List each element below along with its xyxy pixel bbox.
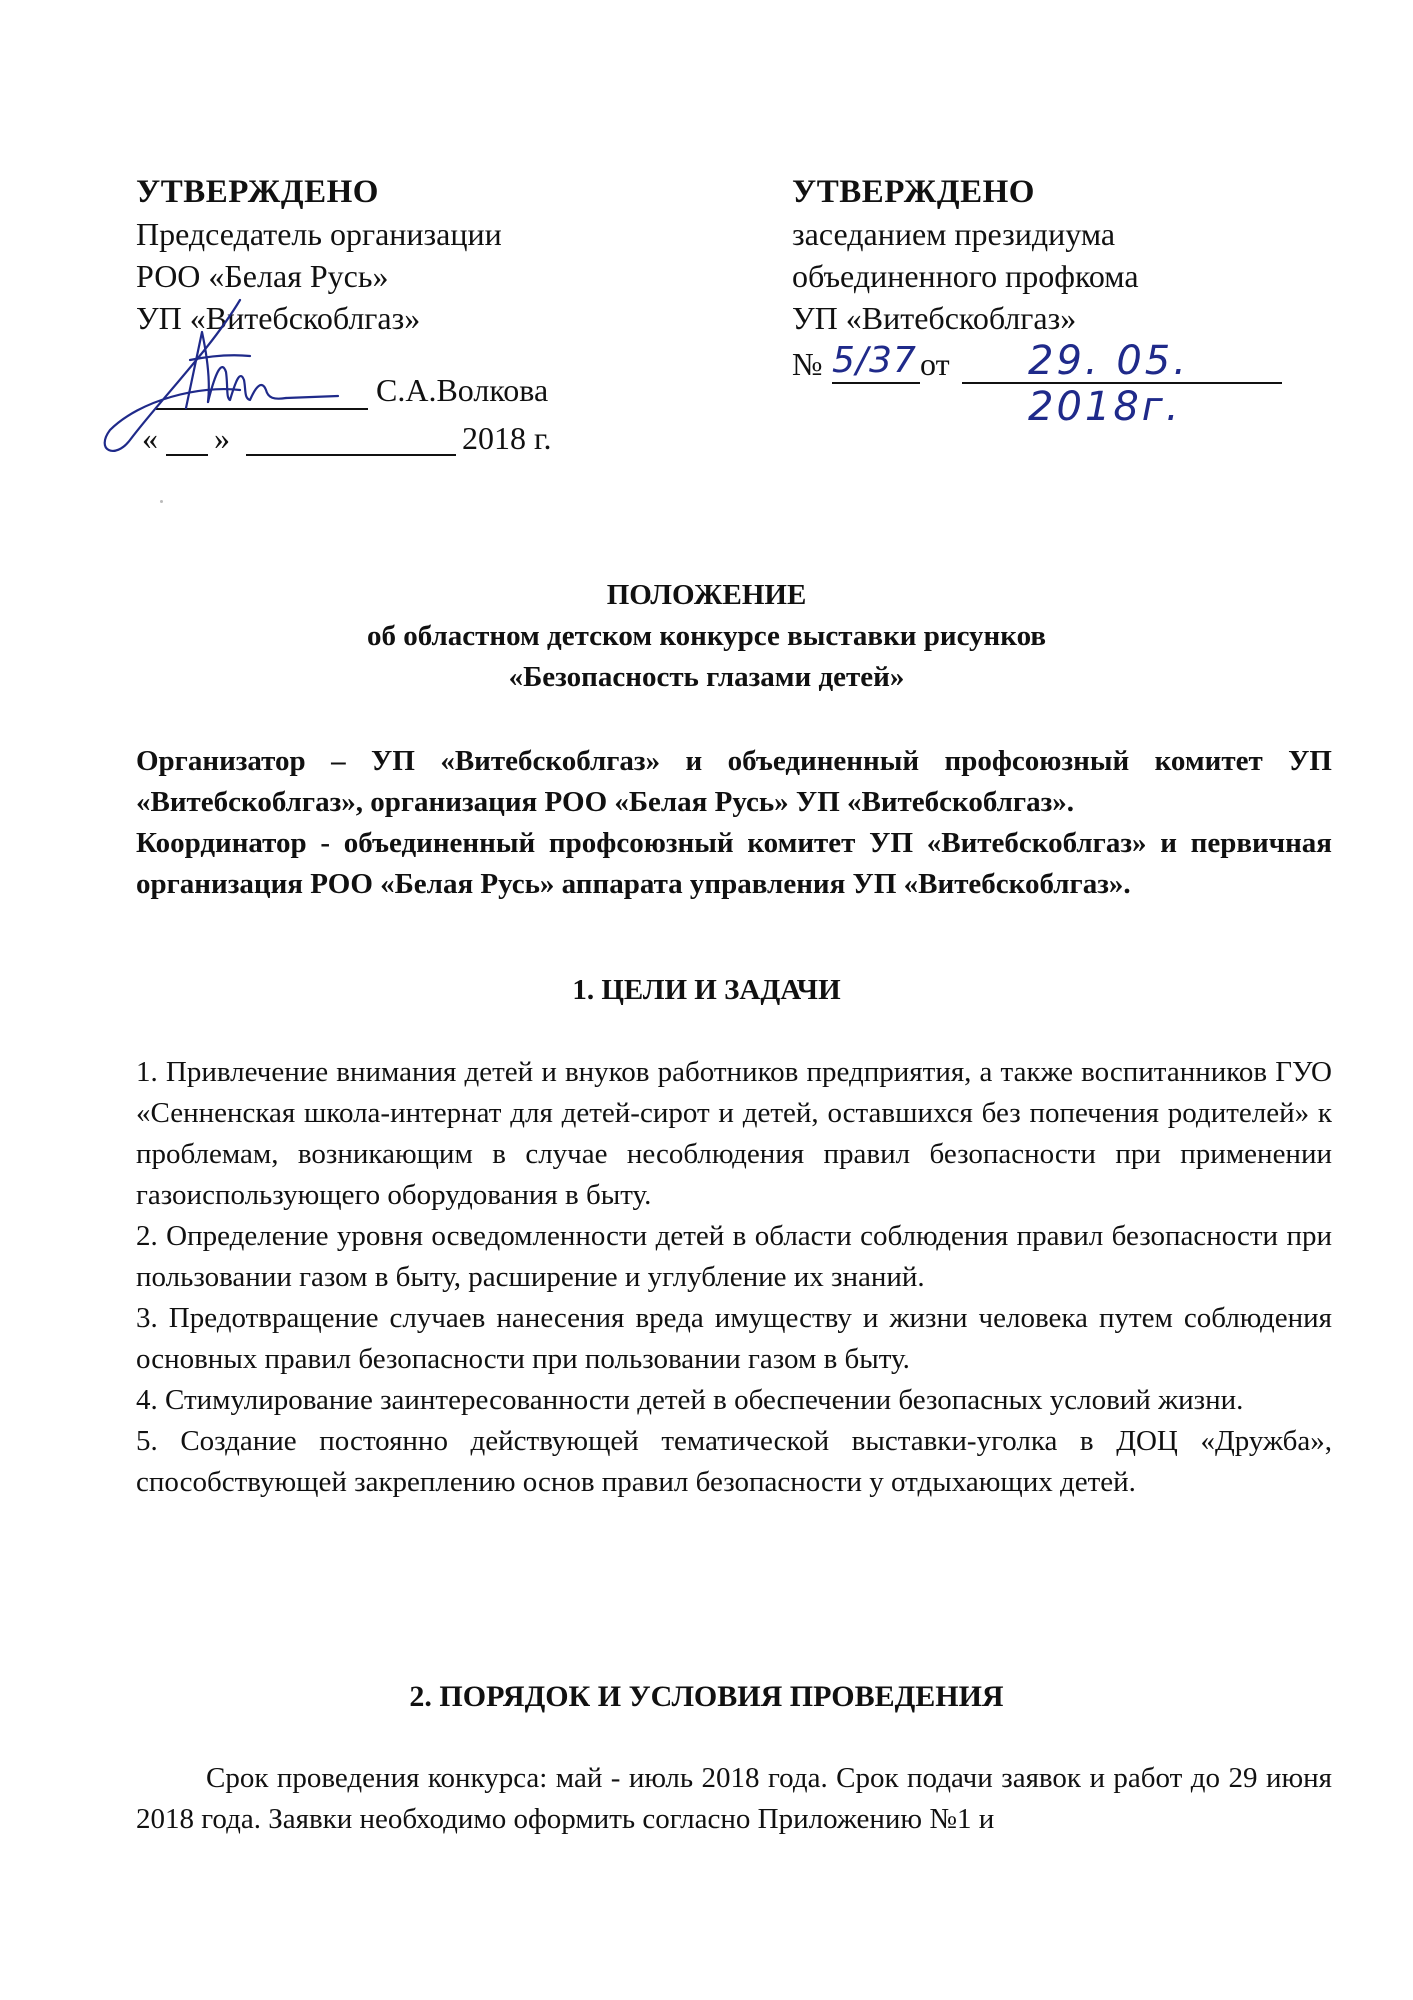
section-2-paragraph: Срок проведения конкурса: май - июль 2018 года. Срок подачи заявок и работ до 29 июня 2018 года. Заявки необходимо оформить согласно Приложению №1 и bbox=[136, 1762, 1332, 1835]
from-label: от bbox=[920, 346, 950, 382]
scan-speck bbox=[160, 500, 163, 503]
organizer-block bbox=[136, 741, 1332, 905]
protocol-number: 5/37 bbox=[832, 340, 917, 381]
approval-right-line-3: УП «Витебскоблгаз» bbox=[792, 300, 1077, 336]
goal-item-2: 2. Определение уровня осведомленности детей в области соблюдения правил безопасности при пользовании газом в быту, расширение и углубление их знаний. bbox=[136, 1220, 1332, 1293]
number-underline bbox=[832, 382, 920, 384]
approval-right-line-2: объединенного профкома bbox=[792, 258, 1139, 294]
coordinator-text: Координатор - объединенный профсоюзный комитет УП «Витебскоблгаз» и первичная организация РОО «Белая Русь» аппарата управления УП «Витебскоблгаз». bbox=[136, 827, 1332, 900]
goal-item-1: 1. Привлечение внимания детей и внуков работников предприятия, а также воспитанников ГУО «Сенненская школа-интернат для детей-сирот и детей, оставшихся без попечения родителей» к проблемам, возникающим в случае несоблюдения правил безопасности при применении газоиспользующего оборудования в быту. bbox=[136, 1056, 1332, 1211]
handwritten-signature bbox=[90, 290, 350, 460]
section-2-heading: 2. ПОРЯДОК И УСЛОВИЯ ПРОВЕДЕНИЯ bbox=[409, 1680, 1004, 1713]
approval-left-line-3: УП «Витебскоблгаз» bbox=[136, 300, 421, 336]
approval-block-right bbox=[792, 171, 1312, 339]
approval-left-line-2: РОО «Белая Русь» bbox=[136, 258, 389, 294]
date-open-quote: « bbox=[142, 420, 158, 456]
section-1-list bbox=[136, 1052, 1332, 1503]
organizer-text: Организатор – УП «Витебскоблгаз» и объединенный профсоюзный комитет УП «Витебскоблгаз», организация РОО «Белая Русь» УП «Витебскоблгаз». bbox=[136, 745, 1332, 818]
document-subtitle-1: об областном детском конкурсе выставки рисунков bbox=[366, 620, 1047, 652]
goal-item-4: 4. Стимулирование заинтересованности детей в обеспечении безопасных условий жизни. bbox=[136, 1384, 1244, 1416]
approval-left-year: 2018 г. bbox=[462, 420, 552, 456]
section-1-heading: 1. ЦЕЛИ И ЗАДАЧИ bbox=[572, 974, 841, 1006]
document-title: ПОЛОЖЕНИЕ bbox=[606, 579, 807, 611]
date-close-quote: » bbox=[214, 420, 230, 456]
section-2-body bbox=[136, 1758, 1332, 1840]
approval-left-heading: УТВЕРЖДЕНО bbox=[136, 174, 379, 210]
goal-item-3: 3. Предотвращение случаев нанесения вреда имуществу и жизни человека путем соблюдения основных правил безопасности при пользовании газом в быту. bbox=[136, 1302, 1332, 1375]
number-sign: № bbox=[792, 346, 823, 382]
protocol-date: 29. 05. 2018г. bbox=[1028, 338, 1189, 430]
approval-right-line-1: заседанием президиума bbox=[792, 216, 1116, 252]
signer-name: С.А.Волкова bbox=[376, 372, 549, 408]
goal-item-5: 5. Создание постоянно действующей тематической выставки-уголка в ДОЦ «Дружба», способствующей закреплению основ правил безопасности у отдыхающих детей. bbox=[136, 1425, 1332, 1498]
protocol-number-line bbox=[792, 338, 1292, 430]
approval-left-line-1: Председатель организации bbox=[136, 216, 502, 252]
approval-right-heading: УТВЕРЖДЕНО bbox=[792, 174, 1035, 210]
document-subtitle-2: «Безопасность глазами детей» bbox=[508, 661, 905, 693]
